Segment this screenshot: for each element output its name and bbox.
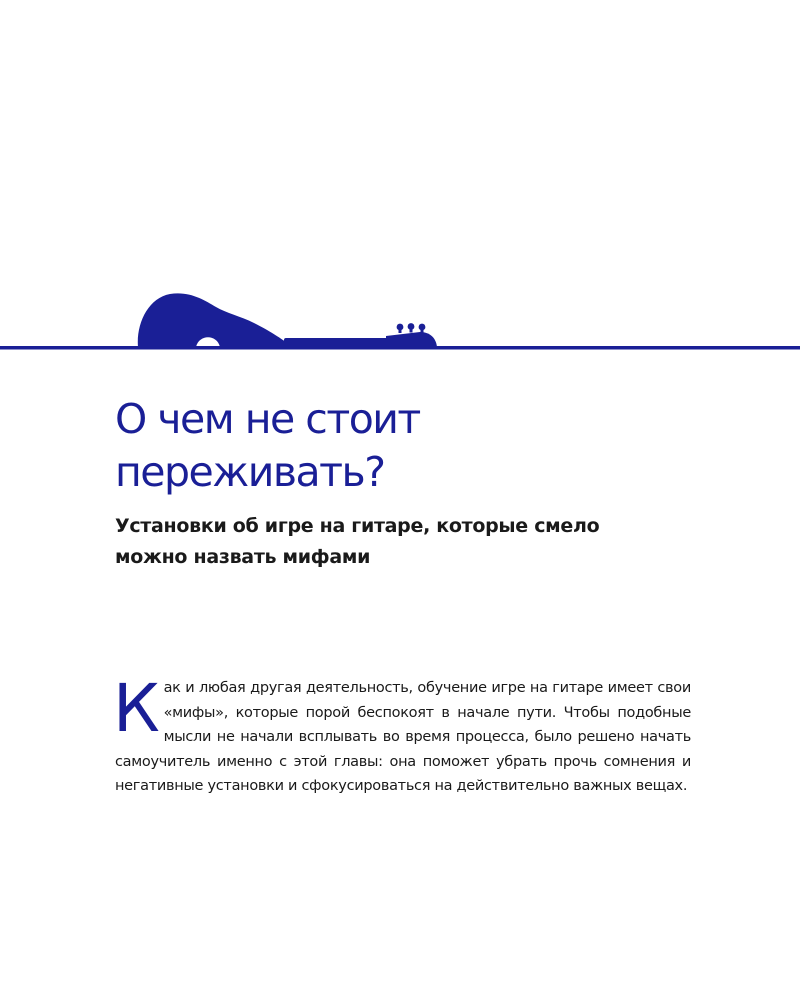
guitar-silhouette-icon (138, 293, 437, 347)
title-line-1: О чем не стоит (115, 395, 420, 443)
subtitle-line-1: Установки об игре на гитаре, которые смело (115, 515, 600, 537)
drop-cap: К (113, 670, 160, 747)
intro-paragraph-text: ак и любая другая деятельность, обучение игре на гитаре имеет свои «мифы», которые порой беспокоят в начале пути. Чтобы подобные мысли не начали всплывать во время процесса, было решено начать самоучитель именно с этой главы: она поможет убрать прочь сомнения и негативные установки и сфокусироваться на действительно важных вещах. (115, 680, 691, 794)
intro-paragraph (113, 670, 691, 799)
page-title (115, 393, 735, 499)
header-rule (0, 346, 800, 350)
subtitle-line-2: можно назвать мифами (115, 546, 371, 568)
page-subtitle (115, 511, 715, 573)
header-illustration (0, 280, 800, 360)
title-line-2: переживать? (115, 448, 385, 496)
